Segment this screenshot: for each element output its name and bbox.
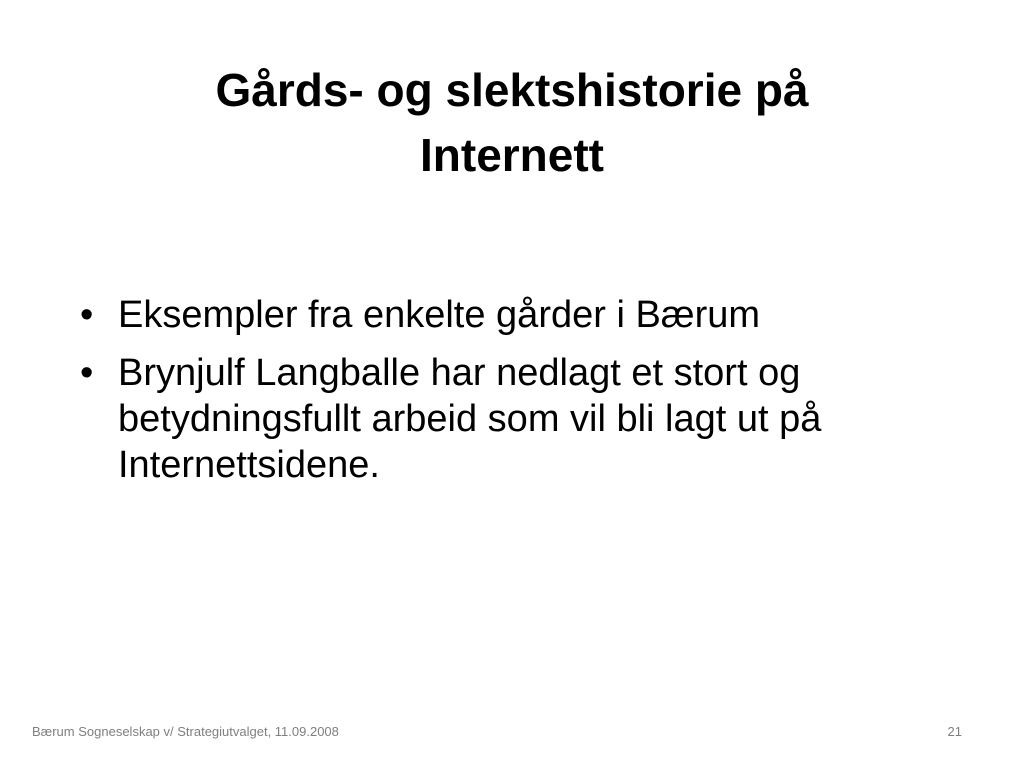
- bullet-item: [80, 292, 980, 338]
- slide-page-number: 21: [947, 724, 962, 739]
- bullet-text: Eksempler fra enkelte gårder i Bærum: [118, 294, 761, 336]
- slide-title-line-1: Gårds- og slektshistorie på: [215, 64, 809, 116]
- slide-footer-text: Bærum Sogneselskap v/ Strategiutvalget, 11.09.2008: [32, 724, 339, 739]
- bullet-marker: •: [80, 294, 94, 336]
- bullet-item: [80, 350, 980, 488]
- slide-title: [60, 58, 964, 188]
- slide-title-line-2: Internett: [420, 129, 604, 181]
- bullet-text: Brynjulf Langballe har nedlagt et stort og betydningsfullt arbeid som vil bli lagt ut på Internettsidene.: [118, 352, 822, 486]
- bullet-marker: •: [80, 352, 94, 394]
- bullet-list: [80, 292, 980, 500]
